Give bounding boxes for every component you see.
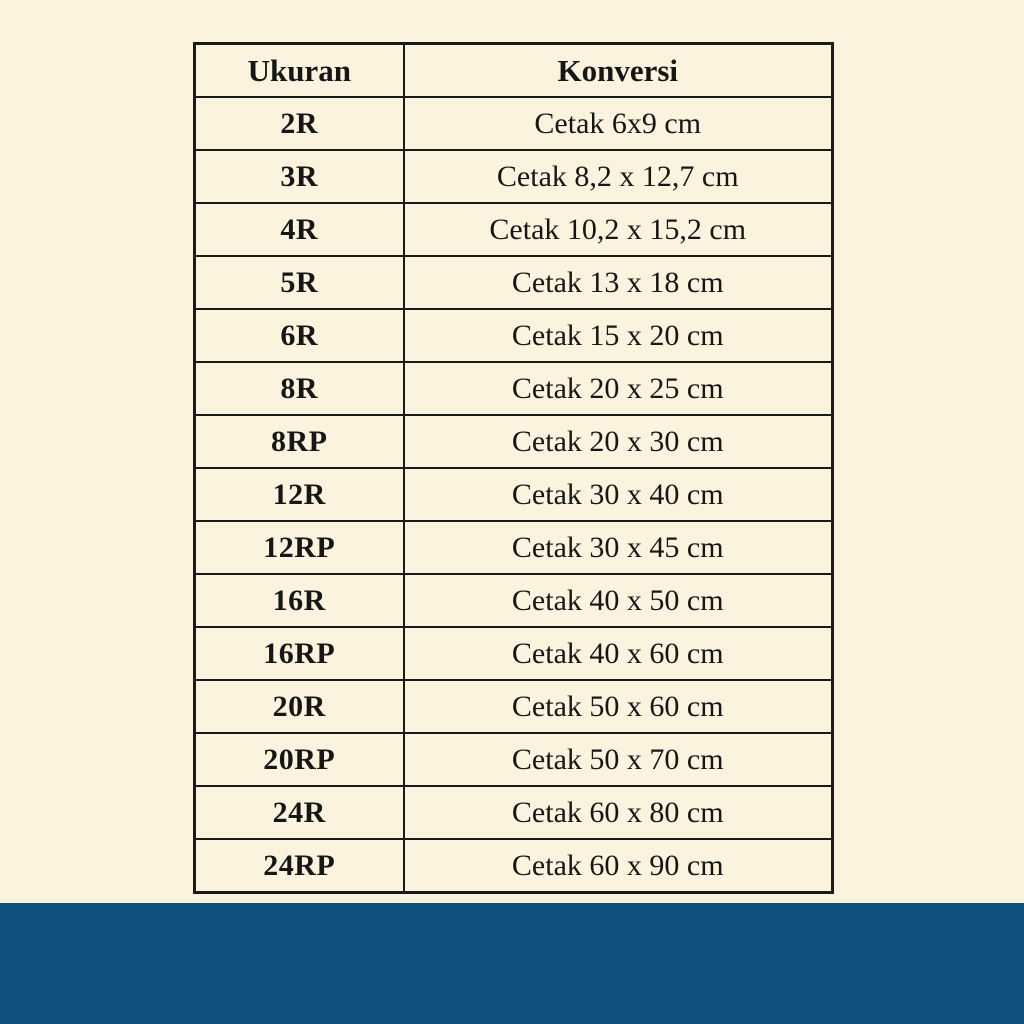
conversion-cell: Cetak 60 x 80 cm	[404, 786, 833, 839]
size-cell: 6R	[195, 309, 404, 362]
table-row	[195, 150, 833, 203]
conversion-cell: Cetak 10,2 x 15,2 cm	[404, 203, 833, 256]
size-cell: 3R	[195, 150, 404, 203]
size-cell: 8RP	[195, 415, 404, 468]
conversion-cell: Cetak 40 x 50 cm	[404, 574, 833, 627]
size-cell: 5R	[195, 256, 404, 309]
table-row	[195, 839, 833, 893]
conversion-cell: Cetak 8,2 x 12,7 cm	[404, 150, 833, 203]
column-header-konversi: Konversi	[404, 44, 833, 98]
print-size-conversion-table	[193, 42, 834, 894]
conversion-cell: Cetak 20 x 30 cm	[404, 415, 833, 468]
size-cell: 12R	[195, 468, 404, 521]
footer-bar	[0, 903, 1024, 1024]
table-row	[195, 733, 833, 786]
conversion-cell: Cetak 50 x 70 cm	[404, 733, 833, 786]
table-row	[195, 521, 833, 574]
conversion-cell: Cetak 60 x 90 cm	[404, 839, 833, 893]
column-header-ukuran: Ukuran	[195, 44, 404, 98]
table-row	[195, 97, 833, 150]
conversion-cell: Cetak 20 x 25 cm	[404, 362, 833, 415]
size-cell: 16RP	[195, 627, 404, 680]
table-row	[195, 574, 833, 627]
conversion-cell: Cetak 50 x 60 cm	[404, 680, 833, 733]
table-header-row	[195, 44, 833, 98]
size-cell: 20R	[195, 680, 404, 733]
table-row	[195, 468, 833, 521]
table-row	[195, 256, 833, 309]
table-row	[195, 627, 833, 680]
table-row	[195, 680, 833, 733]
conversion-cell: Cetak 30 x 45 cm	[404, 521, 833, 574]
size-cell: 24RP	[195, 839, 404, 893]
table-row	[195, 415, 833, 468]
size-cell: 12RP	[195, 521, 404, 574]
table-row	[195, 203, 833, 256]
conversion-cell: Cetak 6x9 cm	[404, 97, 833, 150]
size-cell: 4R	[195, 203, 404, 256]
conversion-cell: Cetak 15 x 20 cm	[404, 309, 833, 362]
table-row	[195, 786, 833, 839]
table-row	[195, 362, 833, 415]
size-cell: 2R	[195, 97, 404, 150]
conversion-cell: Cetak 13 x 18 cm	[404, 256, 833, 309]
size-cell: 16R	[195, 574, 404, 627]
conversion-cell: Cetak 40 x 60 cm	[404, 627, 833, 680]
size-cell: 24R	[195, 786, 404, 839]
size-cell: 8R	[195, 362, 404, 415]
conversion-cell: Cetak 30 x 40 cm	[404, 468, 833, 521]
size-cell: 20RP	[195, 733, 404, 786]
table-row	[195, 309, 833, 362]
